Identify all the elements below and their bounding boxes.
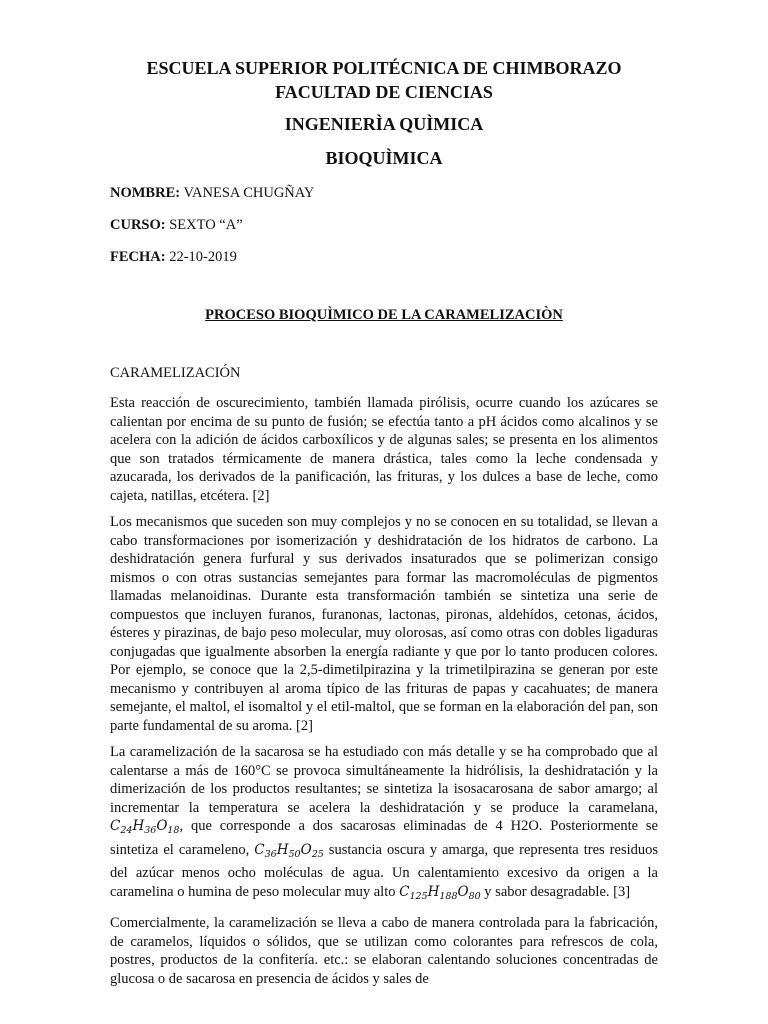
formula-carameleno: $C_{36}H_{50}O_{25}$ — [254, 841, 324, 860]
date-line — [110, 248, 658, 266]
course-value: SEXTO “A” — [165, 217, 243, 233]
school-name: ESCUELA SUPERIOR POLITÉCNICA DE CHIMBORAZO — [146, 58, 622, 78]
faculty-name: FACULTAD DE CIENCIAS — [275, 82, 493, 102]
section-heading: CARAMELIZACIÓN — [110, 365, 241, 381]
paragraph-3-part-c: sustancia oscura y amarga, que representa tres residuos del azúcar menos ocho moléculas de agua. Un calentamiento excesivo da origen a la caramelina o humina de peso molecular muy alto — [110, 841, 659, 900]
paragraph-1: Esta reacción de oscurecimiento, también llamada pirólisis, ocurre cuando los azúcares se calientan por encima de su punto de fusión; se efectúa tanto a pH ácidos como alcalinos y se acelera con la adición de ácidos carboxílicos y de algunas sales; se presenta en los alimentos que son tratados térmicamente de manera drástica, tales como la leche condensada y azucarada, los derivados de la panificación, las frituras, y los dulces a base de leche, como cajeta, natillas, etcétera. [2] — [110, 395, 658, 504]
career-name: INGENIERÌA QUÌMICA — [284, 114, 484, 134]
paragraph-4: Comercialmente, la caramelización se lleva a cabo de manera controlada para la fabricación, de caramelos, líquidos o sólidos, que se utilizan como colorantes para refrescos de cola, postres, productos de la confitería. etc.: se elaboran calentando soluciones concentradas de glucosa o de sacarosa en presencia de ácidos y sales de — [110, 915, 658, 987]
subject-name: BIOQUÌMICA — [325, 148, 443, 168]
paragraph-2: Los mecanismos que suceden son muy complejos y no se conocen en su totalidad, se llevan a cabo transformaciones por isomerización y deshidratación de los hidratos de carbono. La deshidratación genera furfural y sus derivados insaturados que se polimerizan consigo mismos o con otras sustancias semejantes para formar las macromoléculas de pigmentos llamadas melanoidinas. Durante esta transformación también se sintetiza una serie de compuestos que incluyen furanos, furanonas, lactonas, pironas, aldehídos, cetonas, ácidos, ésteres y pirazinas, de bajo peso molecular, muy olorosas, así como otras con dobles ligaduras conjugadas que igualmente absorben la energía radiante y que por lo tanto producen colores. Por ejemplo, se conoce que la 2,5-dimetilpirazina y la trimetilpirazina se generan por este mecanismo y contribuyen al aroma típico de las frituras de papas y cacahuates; de manera semejante, el maltol, el isomaltol y el etil-maltol, que se forman en la elaboración del pan, son parte fundamental de su aroma. [2] — [110, 514, 658, 734]
name-value: VANESA CHUGÑAY — [180, 185, 315, 201]
formula-caramelana: $C_{24}H_{36}O_{18}$ — [110, 818, 180, 836]
date-value: 22-10-2019 — [165, 249, 237, 265]
paragraph-3-part-a: La caramelización de la sacarosa se ha estudiado con más detalle y se ha comprobado que al calentarse a más de 160°C se provoca simultáneamente la hidrólisis, la deshidratación y la dimerización de los productos resultantes; se sintetiza la isosacarosana de sabor amargo; al incrementar la temperatura se acelera la deshidratación y se produce la caramelana, — [110, 744, 658, 816]
course-label: CURSO: — [110, 217, 166, 233]
document-title: PROCESO BIOQUÌMICO DE LA CARAMELIZACIÒN — [205, 307, 563, 323]
student-name-line — [110, 184, 658, 202]
formula-caramelina: $C_{125}H_{188}O_{80}$ — [399, 883, 481, 902]
date-label: FECHA: — [110, 249, 166, 265]
name-label: NOMBRE: — [110, 185, 181, 201]
paragraph-3-part-d: y sabor desagradable. [3] — [480, 883, 631, 900]
paragraph-3 — [110, 743, 658, 906]
paragraph-3-part-b: , que corresponde a dos sacarosas eliminadas de 4 H2O. Posteriormente se sintetiza el carameleno, — [110, 818, 658, 858]
document-page — [110, 56, 658, 988]
course-line — [110, 216, 658, 234]
